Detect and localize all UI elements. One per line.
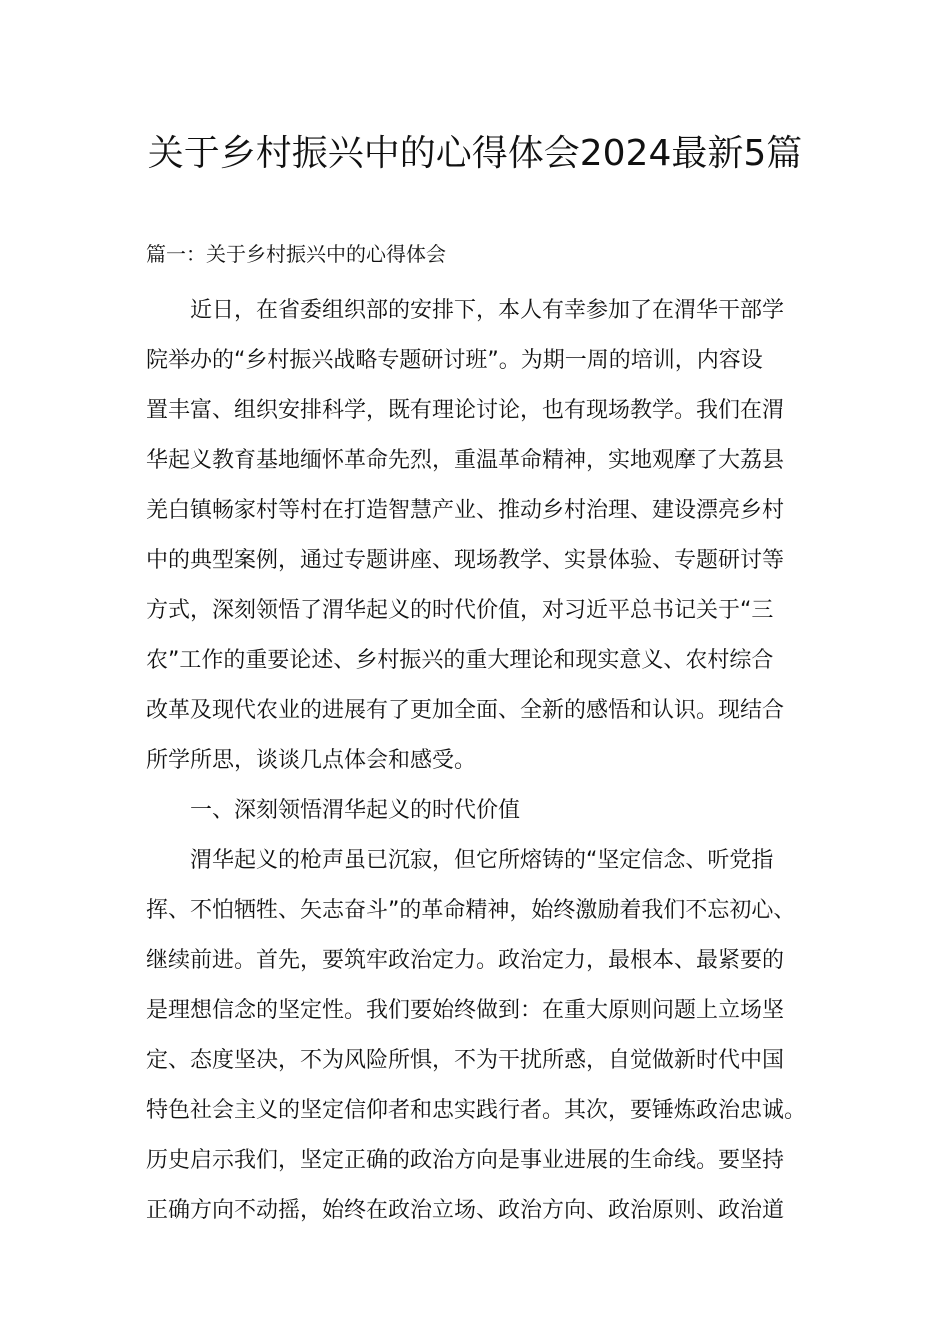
paragraph-line: 华起义教育基地缅怀革命先烈，重温革命精神，实地观摩了大荔县 [146,448,785,473]
paragraph-line: 农”工作的重要论述、乡村振兴的重大理论和现实意义、农村综合 [146,648,774,673]
paragraph-line: 羌白镇畅家村等村在打造智慧产业、推动乡村治理、建设漂亮乡村 [146,498,785,523]
paragraph-line: 挥、不怕牺牲、矢志奋斗”的革命精神，始终激励着我们不忘初心、 [146,898,796,923]
paragraph-line: 院举办的“乡村振兴战略专题研讨班”。为期一周的培训，内容设 [146,348,763,373]
paragraph-line: 置丰富、组织安排科学，既有理论讨论，也有现场教学。我们在渭 [146,398,785,423]
document-body [146,286,826,1236]
section-heading: 一、深刻领悟渭华起义的时代价值 [190,798,521,823]
paragraph-line: 正确方向不动摇，始终在政治立场、政治方向、政治原则、政治道 [146,1198,785,1223]
section-subtitle: 篇一：关于乡村振兴中的心得体会 [146,242,446,266]
paragraph-line: 中的典型案例，通过专题讲座、现场教学、实景体验、专题研讨等 [146,548,785,573]
paragraph-line: 定、态度坚决，不为风险所惧，不为干扰所惑，自觉做新时代中国 [146,1048,785,1073]
paragraph-line: 是理想信念的坚定性。我们要始终做到：在重大原则问题上立场坚 [146,998,785,1023]
paragraph-line: 渭华起义的枪声虽已沉寂，但它所熔铸的“坚定信念、听党指 [190,848,774,873]
document-title: 关于乡村振兴中的心得体会2024最新5篇 [147,133,803,174]
paragraph-line: 所学所思，谈谈几点体会和感受。 [146,748,477,773]
paragraph-line: 继续前进。首先，要筑牢政治定力。政治定力，最根本、最紧要的 [146,948,785,973]
paragraph-line: 特色社会主义的坚定信仰者和忠实践行者。其次，要锤炼政治忠诚。 [146,1098,807,1123]
paragraph-line: 改革及现代农业的进展有了更加全面、全新的感悟和认识。现结合 [146,698,785,723]
paragraph-line: 历史启示我们，坚定正确的政治方向是事业进展的生命线。要坚持 [146,1148,785,1173]
paragraph-line: 近日，在省委组织部的安排下，本人有幸参加了在渭华干部学 [190,298,785,323]
paragraph-line: 方式，深刻领悟了渭华起义的时代价值，对习近平总书记关于“三 [146,598,774,623]
